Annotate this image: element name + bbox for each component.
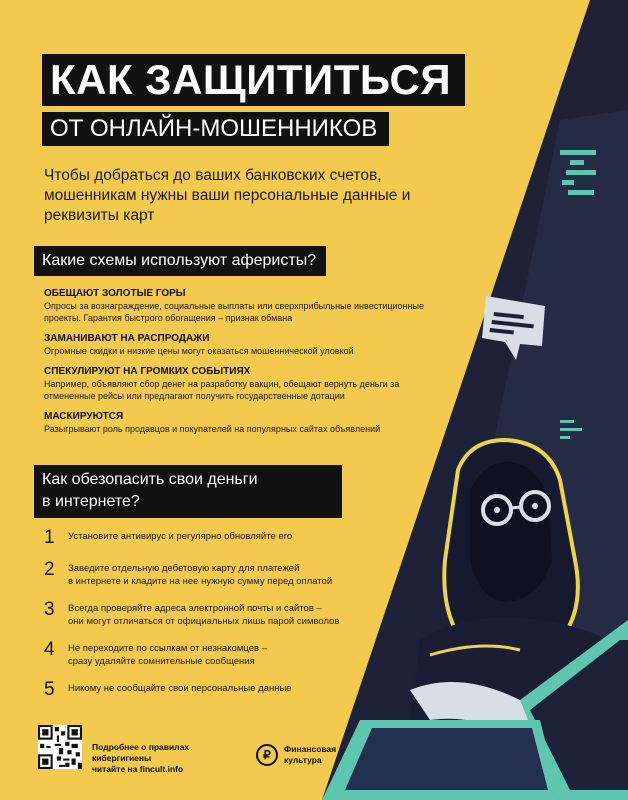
scheme-text: Разыгрывают роль продавцов и покупателей на популярных сайтах объявлений (44, 424, 381, 434)
qr-code-icon[interactable] (38, 725, 82, 769)
scheme-title: ОБЕЩАЮТ ЗОЛОТЫЕ ГОРЫ (44, 288, 186, 299)
scheme-title: ЗАМАНИВАЮТ НА РАСПРОДАЖИ (44, 333, 210, 344)
page-title-line1: КАК ЗАЩИТИТЬСЯ (42, 54, 465, 106)
lead-text: Чтобы добраться до ваших банковских счетов, мошенникам нужны ваши персональные данные и реквизиты карт (44, 167, 411, 224)
step-item (44, 600, 384, 628)
scheme-title: СПЕКУЛИРУЮТ НА ГРОМКИХ СОБЫТИЯХ (44, 366, 251, 377)
step-text: Заведите отдельную дебетовую карту для платежей в интернете и кладите на нее нужную сумму перед оплатой (68, 563, 333, 587)
schemes-heading: Какие схемы используют аферисты? (34, 246, 326, 276)
scheme-text: Опросы за вознаграждение, социальные выплаты или сверхприбыльные инвестиционные проекты. Гарантия быстрого обогащения – признак обмана (44, 301, 424, 323)
step-number: 5 (44, 679, 55, 700)
protect-heading-line2: в интернете? (42, 493, 140, 510)
step-text: Никому не сообщайте свои персональные данные (68, 683, 292, 694)
step-item (44, 560, 384, 588)
step-item (44, 528, 384, 548)
protect-heading (34, 465, 342, 518)
scheme-item (44, 332, 444, 357)
ruble-logo-icon: ₽ (256, 744, 278, 766)
step-item (44, 680, 384, 700)
step-text: Установите антивирус и регулярно обновляйте его (68, 531, 293, 542)
brand-name: Финансовая культура (284, 744, 337, 765)
scheme-text: Например, объявляют сбор денег на разработку вакцин, обещают вернуть деньги за отмененные рейсы или предлагают получить государственные дотации (44, 379, 400, 401)
step-number: 3 (44, 599, 55, 620)
footer-info-text: Подробнее о правилах кибергигиены читайте на fincult.info (92, 742, 190, 774)
schemes-list (44, 287, 444, 443)
step-text: Не переходите по ссылкам от незнакомцев – сразу удаляйте сомнительные сообщения (68, 643, 267, 667)
step-text: Всегда проверяйте адреса электронной почты и сайтов – они могут отличаться от официальных лишь парой символов (68, 603, 340, 627)
scheme-item (44, 410, 444, 435)
step-item (44, 640, 384, 668)
steps-list (44, 528, 384, 712)
page-title-line2: ОТ ОНЛАЙН-МОШЕННИКОВ (42, 112, 389, 146)
step-number: 4 (44, 639, 55, 660)
protect-heading-line1: Как обезопасить свои деньги (42, 471, 258, 488)
scheme-title: МАСКИРУЮТСЯ (44, 411, 124, 422)
scheme-item (44, 287, 444, 324)
step-number: 2 (44, 559, 55, 580)
step-number: 1 (44, 527, 55, 548)
scheme-text: Огромные скидки и низкие цены могут оказаться мошеннической уловкой (44, 346, 354, 356)
scheme-item (44, 365, 444, 402)
